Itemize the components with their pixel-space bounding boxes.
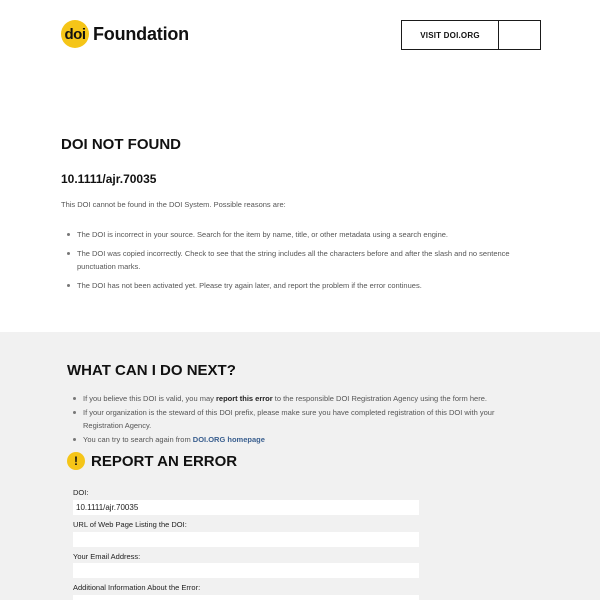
site-header [0, 0, 600, 70]
report-error-link[interactable]: report this error [215, 394, 273, 403]
reason-item: The DOI is incorrect in your source. Search for the item by name, title, or other metadata using a search engine. [66, 228, 536, 242]
report-error-header [67, 452, 237, 470]
possible-reasons-list [66, 228, 536, 297]
visit-doi-org-button[interactable]: VISIT DOI.ORG [402, 21, 499, 49]
next-step-text: If you believe this DOI is valid, you may [83, 394, 216, 403]
email-field-label: Your Email Address: [73, 552, 141, 561]
next-step-item [72, 392, 532, 406]
doi-identifier: 10.1111/ajr.70035 [61, 172, 157, 186]
header-menu-button[interactable] [499, 21, 540, 49]
page-title: DOI NOT FOUND [61, 136, 181, 153]
visit-doi-org-button-group [401, 20, 541, 50]
url-field[interactable] [73, 532, 419, 547]
doi-field[interactable] [73, 500, 419, 515]
next-steps-title: WHAT CAN I DO NEXT? [67, 362, 236, 379]
next-step-text: You can try to search again from [83, 434, 193, 444]
exclamation-icon: ! [67, 452, 85, 470]
not-found-intro: This DOI cannot be found in the DOI System. Possible reasons are: [61, 200, 286, 209]
additional-info-field[interactable] [73, 595, 419, 600]
logo-wordmark: Foundation [93, 23, 189, 44]
doi-logo-badge: doi [61, 20, 89, 48]
next-step-text: to the responsible DOI Registration Agency using the form here. [272, 394, 487, 403]
additional-info-label: Additional Information About the Error: [73, 583, 201, 592]
next-steps-list [72, 392, 532, 446]
next-step-item: If your organization is the steward of this DOI prefix, please make sure you have completed registration of this DOI with your Registration Agency. [72, 406, 532, 433]
doi-foundation-logo[interactable] [61, 20, 189, 48]
url-field-label: URL of Web Page Listing the DOI: [73, 520, 187, 529]
next-step-item [72, 433, 532, 447]
doi-homepage-link[interactable]: DOI.ORG homepage [192, 434, 265, 444]
reason-item: The DOI was copied incorrectly. Check to see that the string includes all the characters before and after the slash and no sentence punctuation marks. [66, 247, 536, 274]
email-field[interactable] [73, 563, 419, 578]
doi-field-label: DOI: [73, 488, 89, 497]
reason-item: The DOI has not been activated yet. Please try again later, and report the problem if the error continues. [66, 279, 536, 293]
report-error-title: REPORT AN ERROR [91, 452, 238, 470]
